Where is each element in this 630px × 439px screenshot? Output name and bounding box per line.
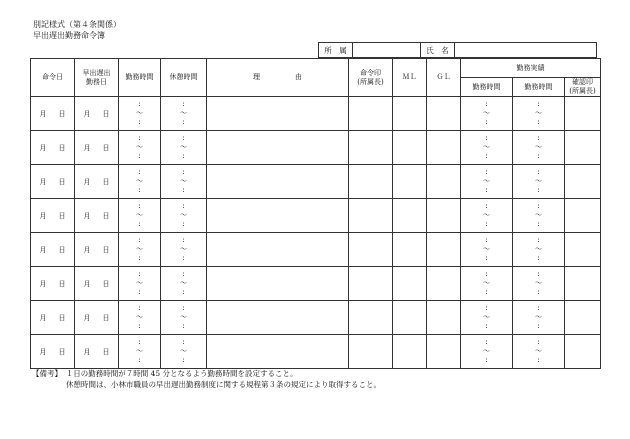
order-seal-cell[interactable]: [349, 301, 393, 335]
early-late-date-cell[interactable]: 月 日: [75, 199, 119, 233]
table-row: [31, 97, 601, 131]
work-hours-cell[interactable]: : ～ :: [119, 301, 161, 335]
work-hours-cell[interactable]: : ～ :: [119, 267, 161, 301]
early-late-date-cell[interactable]: 月 日: [75, 131, 119, 165]
table-row: [31, 267, 601, 301]
work-hours-cell[interactable]: : ～ :: [119, 199, 161, 233]
break-hours-cell[interactable]: : ～ :: [161, 199, 207, 233]
actual-work-hours-cell-1[interactable]: : ～ :: [461, 233, 513, 267]
break-hours-cell[interactable]: : ～ :: [161, 301, 207, 335]
order-seal-cell[interactable]: [349, 97, 393, 131]
confirm-seal-cell[interactable]: [565, 199, 601, 233]
notes-line1: １日の勤務時間が７時間 45 分となるよう勤務時間を設定すること。: [65, 369, 298, 378]
table-row: [31, 301, 601, 335]
table-row: [31, 131, 601, 165]
gl-cell[interactable]: [427, 165, 461, 199]
order-date-cell[interactable]: 月 日: [31, 97, 75, 131]
work-hours-cell[interactable]: : ～ :: [119, 233, 161, 267]
ml-cell[interactable]: [393, 165, 427, 199]
col-confirm-seal: 確認印 (所属長): [565, 78, 601, 97]
work-order-table: [30, 58, 601, 369]
department-label: 所 属: [319, 43, 353, 58]
col-actual-work-hours-2: 勤務時間: [513, 78, 565, 97]
order-date-cell[interactable]: 月 日: [31, 165, 75, 199]
confirm-seal-cell[interactable]: [565, 97, 601, 131]
reason-cell[interactable]: [207, 335, 349, 369]
gl-cell[interactable]: [427, 131, 461, 165]
actual-work-hours-cell-2[interactable]: : ～ :: [513, 301, 565, 335]
gl-cell[interactable]: [427, 335, 461, 369]
work-hours-cell[interactable]: : ～ :: [119, 97, 161, 131]
gl-cell[interactable]: [427, 301, 461, 335]
early-late-date-cell[interactable]: 月 日: [75, 335, 119, 369]
actual-work-hours-cell-2[interactable]: : ～ :: [513, 199, 565, 233]
order-date-cell[interactable]: 月 日: [31, 301, 75, 335]
gl-cell[interactable]: [427, 97, 461, 131]
col-actual-work-hours-1: 勤務時間: [461, 78, 513, 97]
actual-work-hours-cell-1[interactable]: : ～ :: [461, 131, 513, 165]
reason-cell[interactable]: [207, 199, 349, 233]
col-work-hours: 勤務時間: [119, 59, 161, 97]
ml-cell[interactable]: [393, 335, 427, 369]
actual-work-hours-cell-2[interactable]: : ～ :: [513, 131, 565, 165]
notes: [32, 368, 381, 390]
work-hours-cell[interactable]: : ～ :: [119, 335, 161, 369]
order-date-cell[interactable]: 月 日: [31, 233, 75, 267]
form-label: 別記様式（第４条関係）: [33, 20, 121, 29]
col-ml: ＭＬ: [393, 59, 427, 97]
early-late-date-cell[interactable]: 月 日: [75, 97, 119, 131]
order-date-cell[interactable]: 月 日: [31, 131, 75, 165]
confirm-seal-cell[interactable]: [565, 335, 601, 369]
ml-cell[interactable]: [393, 267, 427, 301]
reason-cell[interactable]: [207, 267, 349, 301]
col-gl: ＧＬ: [427, 59, 461, 97]
order-date-cell[interactable]: 月 日: [31, 199, 75, 233]
reason-cell[interactable]: [207, 97, 349, 131]
col-actual-group: 勤務実績: [461, 59, 601, 78]
actual-work-hours-cell-1[interactable]: : ～ :: [461, 165, 513, 199]
name-field[interactable]: [455, 43, 597, 58]
actual-work-hours-cell-1[interactable]: : ～ :: [461, 301, 513, 335]
department-field[interactable]: [353, 43, 421, 58]
order-seal-cell[interactable]: [349, 131, 393, 165]
col-early-late-date: 早出遅出 勤務日: [75, 59, 119, 97]
reason-cell[interactable]: [207, 233, 349, 267]
order-seal-cell[interactable]: [349, 335, 393, 369]
break-hours-cell[interactable]: : ～ :: [161, 131, 207, 165]
confirm-seal-cell[interactable]: [565, 267, 601, 301]
gl-cell[interactable]: [427, 233, 461, 267]
table-row: [31, 233, 601, 267]
actual-work-hours-cell-1[interactable]: : ～ :: [461, 335, 513, 369]
actual-work-hours-cell-1[interactable]: : ～ :: [461, 199, 513, 233]
confirm-seal-cell[interactable]: [565, 131, 601, 165]
ml-cell[interactable]: [393, 301, 427, 335]
break-hours-cell[interactable]: : ～ :: [161, 335, 207, 369]
actual-work-hours-cell-2[interactable]: : ～ :: [513, 97, 565, 131]
confirm-seal-cell[interactable]: [565, 301, 601, 335]
page-title: 早出遅出勤務命令簿: [33, 31, 105, 40]
early-late-date-cell[interactable]: 月 日: [75, 267, 119, 301]
col-reason: 理 由: [207, 59, 349, 97]
ml-cell[interactable]: [393, 233, 427, 267]
table-row: [31, 165, 601, 199]
gl-cell[interactable]: [427, 267, 461, 301]
break-hours-cell[interactable]: : ～ :: [161, 233, 207, 267]
gl-cell[interactable]: [427, 199, 461, 233]
order-seal-cell[interactable]: [349, 267, 393, 301]
notes-label: 【備考】: [32, 369, 59, 378]
notes-line2: 休憩時間は、小林市職員の早出遅出勤務制度に関する規程第３条の規定により取得すること。: [66, 380, 381, 389]
work-hours-cell[interactable]: : ～ :: [119, 131, 161, 165]
actual-work-hours-cell-1[interactable]: : ～ :: [461, 267, 513, 301]
ml-cell[interactable]: [393, 131, 427, 165]
confirm-seal-cell[interactable]: [565, 165, 601, 199]
table-row: [31, 335, 601, 369]
order-date-cell[interactable]: 月 日: [31, 267, 75, 301]
name-label: 氏 名: [421, 43, 455, 58]
reason-cell[interactable]: [207, 165, 349, 199]
order-seal-cell[interactable]: [349, 233, 393, 267]
order-seal-cell[interactable]: [349, 165, 393, 199]
col-break-hours: 休憩時間: [161, 59, 207, 97]
break-hours-cell[interactable]: : ～ :: [161, 97, 207, 131]
early-late-date-cell[interactable]: 月 日: [75, 165, 119, 199]
col-order-seal: 命令印 (所属長): [349, 59, 393, 97]
ml-cell[interactable]: [393, 97, 427, 131]
reason-cell[interactable]: [207, 131, 349, 165]
order-seal-cell[interactable]: [349, 199, 393, 233]
work-hours-cell[interactable]: : ～ :: [119, 165, 161, 199]
early-late-date-cell[interactable]: 月 日: [75, 233, 119, 267]
ml-cell[interactable]: [393, 199, 427, 233]
actual-work-hours-cell-2[interactable]: : ～ :: [513, 267, 565, 301]
early-late-date-cell[interactable]: 月 日: [75, 301, 119, 335]
reason-cell[interactable]: [207, 301, 349, 335]
order-date-cell[interactable]: 月 日: [31, 335, 75, 369]
col-order-date: 命令日: [31, 59, 75, 97]
table-row: [31, 199, 601, 233]
break-hours-cell[interactable]: : ～ :: [161, 267, 207, 301]
break-hours-cell[interactable]: : ～ :: [161, 165, 207, 199]
top-fields-table: [318, 42, 597, 58]
actual-work-hours-cell-2[interactable]: : ～ :: [513, 165, 565, 199]
actual-work-hours-cell-1[interactable]: : ～ :: [461, 97, 513, 131]
actual-work-hours-cell-2[interactable]: : ～ :: [513, 233, 565, 267]
actual-work-hours-cell-2[interactable]: : ～ :: [513, 335, 565, 369]
confirm-seal-cell[interactable]: [565, 233, 601, 267]
